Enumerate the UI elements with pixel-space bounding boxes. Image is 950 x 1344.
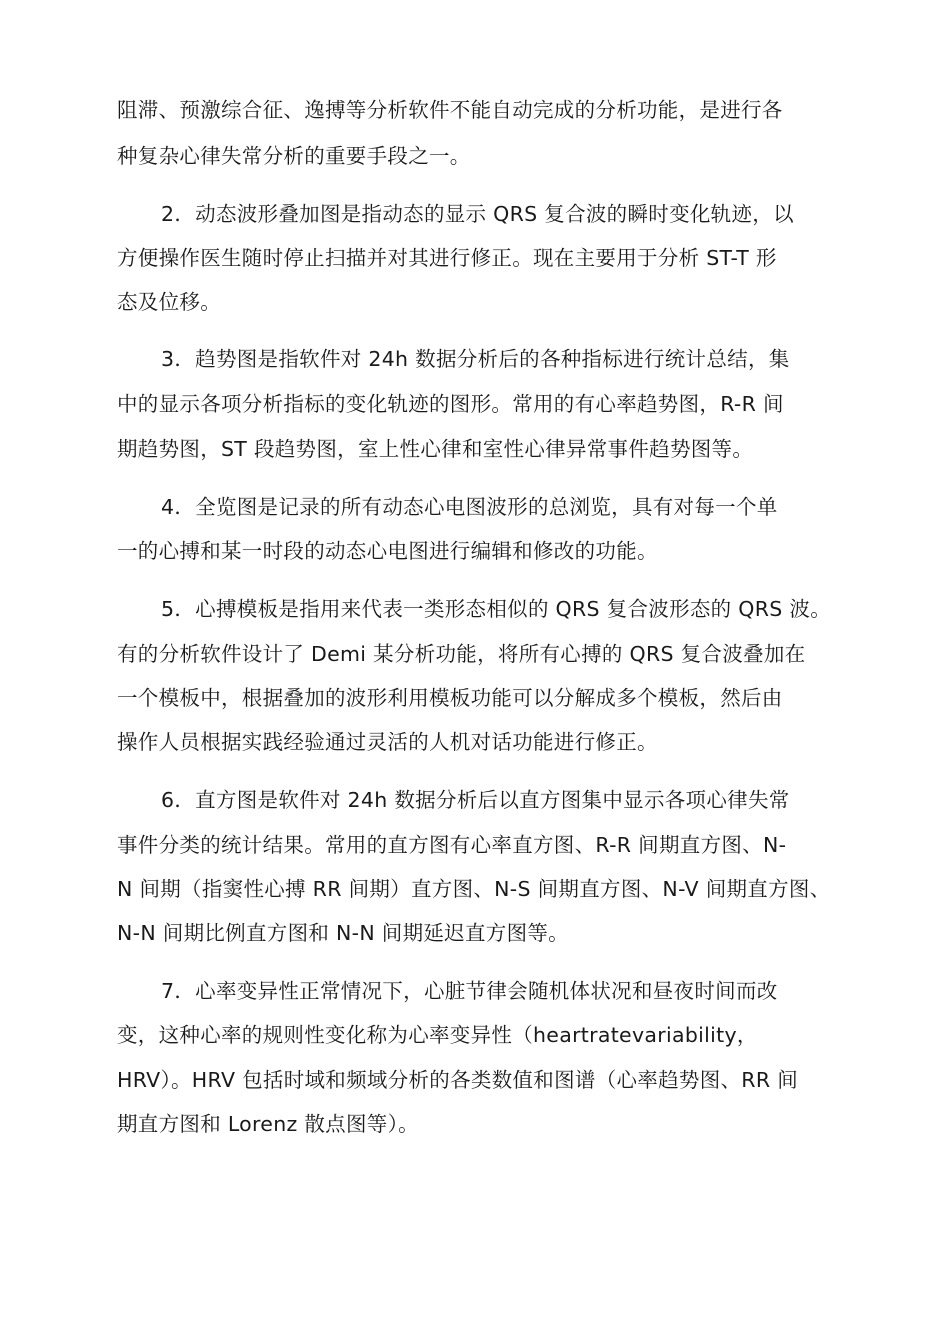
text-line: 期直方图和 Lorenz 散点图等）。 [117, 1112, 419, 1136]
text-line: 变，这种心率的规则性变化称为心率变异性（heartratevariability， [117, 1023, 758, 1047]
paragraph-first-line: 5．心搏模板是指用来代表一类形态相似的 QRS 复合波形态的 QRS 波。 [161, 597, 831, 621]
text-line: 有的分析软件设计了 Demi 某分析功能，将所有心搏的 QRS 复合波叠加在 [117, 642, 806, 666]
text-line: 阻滞、预激综合征、逸搏等分析软件不能自动完成的分析功能，是进行各 [117, 98, 783, 122]
text-line: N-N 间期比例直方图和 N-N 间期延迟直方图等。 [117, 921, 569, 945]
text-line: N 间期（指窦性心搏 RR 间期）直方图、N-S 间期直方图、N-V 间期直方图、 [117, 877, 831, 901]
text-line: 期趋势图，ST 段趋势图，室上性心律和室性心律异常事件趋势图等。 [117, 437, 754, 461]
text-line: 一的心搏和某一时段的动态心电图进行编辑和修改的功能。 [117, 539, 658, 563]
text-line: 态及位移。 [117, 290, 221, 314]
paragraph-first-line: 2．动态波形叠加图是指动态的显示 QRS 复合波的瞬时变化轨迹，以 [161, 202, 794, 226]
text-line: 中的显示各项分析指标的变化轨迹的图形。常用的有心率趋势图，R-R 间 [117, 392, 784, 416]
paragraph-first-line: 6．直方图是软件对 24h 数据分析后以直方图集中显示各项心律失常 [161, 788, 790, 812]
text-line: 操作人员根据实践经验通过灵活的人机对话功能进行修正。 [117, 730, 658, 754]
text-line: 种复杂心律失常分析的重要手段之一。 [117, 144, 471, 168]
text-line: HRV）。HRV 包括时域和频域分析的各类数值和图谱（心率趋势图、RR 间 [117, 1068, 798, 1092]
text-line: 事件分类的统计结果。常用的直方图有心率直方图、R-R 间期直方图、N- [117, 833, 787, 857]
paragraph-first-line: 4．全览图是记录的所有动态心电图波形的总浏览，具有对每一个单 [161, 495, 778, 519]
text-line: 一个模板中，根据叠加的波形利用模板功能可以分解成多个模板，然后由 [117, 686, 783, 710]
paragraph-first-line: 7．心率变异性正常情况下，心脏节律会随机体状况和昼夜时间而改 [161, 979, 778, 1003]
text-line: 方便操作医生随时停止扫描并对其进行修正。现在主要用于分析 ST-T 形 [117, 246, 777, 270]
paragraph-first-line: 3．趋势图是指软件对 24h 数据分析后的各种指标进行统计总结，集 [161, 347, 790, 371]
